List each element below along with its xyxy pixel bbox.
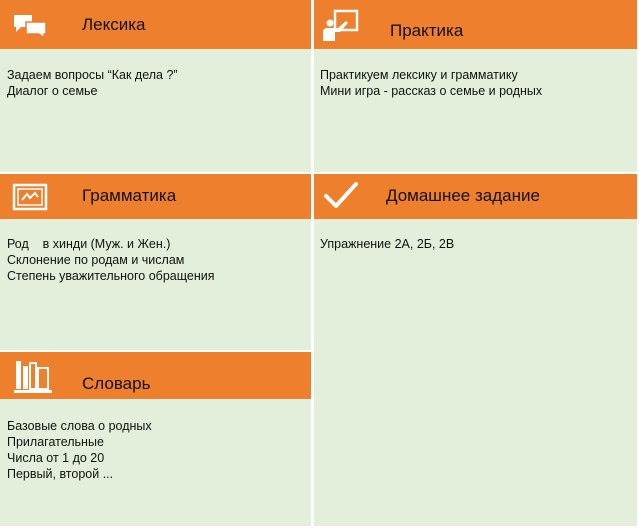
lexika-header (0, 0, 311, 49)
grammatika-line-1: Род в хинди (Муж. и Жен.) (7, 237, 171, 251)
lexika-line-2: Диалог о семье (7, 84, 98, 98)
slovar-line-2: Прилагательные (7, 435, 104, 449)
lexika-card (0, 0, 311, 172)
homework-line-1: Упражнение 2А, 2Б, 2В (320, 237, 455, 251)
whiteboard-icon (12, 183, 48, 216)
grammatika-line-2: Склонение по родам и числам (7, 253, 185, 267)
praktika-line-1: Практикуем лексику и грамматику (320, 68, 518, 82)
grammatika-header (0, 174, 311, 219)
homework-header (314, 174, 637, 219)
slovar-title: Словарь (82, 374, 151, 393)
slovar-line-3: Числа от 1 до 20 (7, 451, 105, 465)
lexika-line-1: Задаем вопросы “Как дела ?” (7, 68, 178, 82)
checkmark-icon (324, 180, 358, 215)
grammatika-title: Грамматика (82, 186, 177, 205)
praktika-title: Практика (390, 21, 464, 40)
homework-title: Домашнее задание (386, 186, 540, 205)
grammatika-card (0, 174, 311, 350)
grammatika-line-3: Степень уважительного обращения (7, 269, 215, 283)
slovar-line-4: Первый, второй ... (7, 467, 114, 481)
praktika-card (314, 0, 637, 172)
praktika-line-2: Мини игра - рассказ о семье и родных (320, 84, 543, 98)
slovar-card (0, 352, 311, 526)
praktika-header (314, 0, 637, 49)
lexika-title: Лексика (82, 15, 146, 34)
slovar-header (0, 352, 311, 399)
bookshelf-icon (14, 358, 54, 399)
chat-bubbles-icon (12, 13, 48, 44)
homework-card (314, 174, 637, 526)
slovar-line-1: Базовые слова о родных (7, 419, 152, 433)
presentation-board-icon (320, 8, 360, 49)
